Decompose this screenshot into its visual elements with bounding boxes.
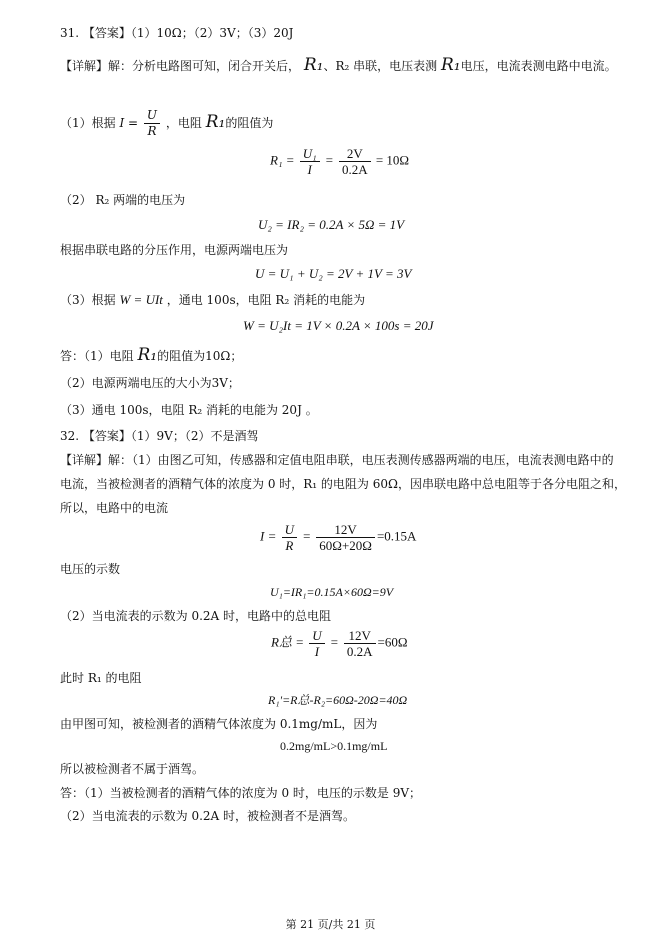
q32-a2: （2）当电流表的示数为 0.2A 时，被检测者不是酒驾。 xyxy=(60,809,356,823)
eq1-frac2 xyxy=(339,146,371,177)
eq5-frac1 xyxy=(282,522,297,553)
q32-d7: 由甲图可知，被检测者的酒精气体浓度为 0.1mg/mL，因为 xyxy=(60,717,378,731)
q32-d2: 电流，当被检测者的酒精气体的浓度为 0 时，R₁ 的电阻为 60Ω，因串联电路中总电阻等于各分电阻之和， xyxy=(60,477,626,491)
q31-analysis-b: 电压，电流表测电路中电流。 xyxy=(460,59,617,73)
eq1-frac2-num: 2V xyxy=(339,146,371,162)
eq5-frac1-num: U xyxy=(282,522,297,538)
q31-ans1-b: 的阻值为10Ω； xyxy=(157,349,243,363)
eq7-frac1-num: U xyxy=(309,628,324,644)
q31-step3-formula: W = UIt xyxy=(119,292,163,307)
q31-analysis xyxy=(60,57,617,74)
q31-step2-b: 根据串联电路的分压作用，电源两端电压为 xyxy=(60,243,289,257)
eq7-frac1 xyxy=(309,628,324,659)
formula-num: U xyxy=(144,108,160,124)
q31-ans2: （2）电源两端电压的大小为3V； xyxy=(60,376,240,390)
q32-d6: 此时 R₁ 的电阻 xyxy=(60,671,142,685)
equation-compare: 0.2mg/mL>0.1mg/mL xyxy=(280,739,388,753)
eq5-frac2-num: 12V xyxy=(316,522,375,538)
formula-fraction xyxy=(144,108,160,139)
q31-ans3: （3）通电 100s，电阻 R₂ 消耗的电能为 20J 。 xyxy=(60,403,318,417)
equation-i: I = $\frac{U}{R}$ = $\frac{12V}{60\Omega+20\Omega}$ =0.15A xyxy=(260,522,417,553)
q31-answer: 31. 【答案】（1）10Ω；（2）3V；（3）20J xyxy=(60,26,294,40)
eq7-frac1-den: I xyxy=(314,644,320,659)
q31-analysis-a: 【详解】解：分析电路图可知，闭合开关后， xyxy=(60,59,301,73)
eq5-frac1-den: R xyxy=(285,538,294,553)
q31-step3-b: ，通电 100s，电阻 R₂ 消耗的电能为 xyxy=(166,293,366,307)
eq1-frac1 xyxy=(300,146,320,177)
equation-u: U = U₁ + U₂ = 2V + 1V = 3V xyxy=(255,266,412,281)
q31-ans1 xyxy=(60,347,242,364)
symbol-r1-b: R₁ xyxy=(440,55,461,75)
page-footer: 第 21 页/共 21 页 xyxy=(285,918,376,931)
eq1-frac1-num: U₁ xyxy=(300,146,320,162)
formula-den: R xyxy=(147,124,157,138)
eq7-frac2-den: 0.2A xyxy=(346,644,373,659)
q32-d3: 所以，电路中的电流 xyxy=(60,501,169,515)
eq7-result: =60Ω xyxy=(377,634,408,650)
q32-d4: 电压的示数 xyxy=(60,562,121,576)
q32-d5: （2）当电流表的示数为 0.2A 时，电路中的总电阻 xyxy=(60,609,332,623)
q31-step3-a: （3）根据 xyxy=(60,293,116,307)
eq1-lhs: R₁ = xyxy=(270,152,295,168)
q32-answer: 32. 【答案】（1）9V；（2）不是酒驾 xyxy=(60,429,259,443)
q31-step1-b: ，电阻 xyxy=(165,116,202,130)
eq5-result: =0.15A xyxy=(376,528,417,544)
eq5-frac2-den: 60Ω+20Ω xyxy=(319,538,372,553)
equation-rtotal: R总 = $\frac{U}{I}$ = $\frac{12V}{0.2A}$ =60Ω xyxy=(271,628,408,659)
eq5-lhs: I = xyxy=(260,528,277,544)
q31-step1-c: 的阻值为 xyxy=(225,116,274,130)
q31-ans1-a: 答：（1）电阻 xyxy=(60,349,134,363)
symbol-r1-c: R₁ xyxy=(205,112,226,132)
equation-u1: U₁=IR₁=0.15A×60Ω=9V xyxy=(270,585,394,599)
equation-w: W = U₂It = 1V × 0.2A × 100s = 20J xyxy=(243,318,434,333)
eq7-frac2-num: 12V xyxy=(344,628,376,644)
q31-step3 xyxy=(60,292,365,308)
equation-r1-prime: R₁'=R总-R₂=60Ω-20Ω=40Ω xyxy=(268,693,408,707)
q31-step1-a: （1）根据 xyxy=(60,116,116,130)
eq7-lhs: R总 = xyxy=(271,634,304,650)
q31-step2: （2） R₂ 两端的电压为 xyxy=(60,193,186,207)
symbol-r1: R₁ xyxy=(303,55,324,75)
q32-a1: 答：（1）当被检测者的酒精气体的浓度为 0 时，电压的示数是 9V； xyxy=(60,786,422,800)
q31-analysis-r2: 、R₂ 串联，电压表测 xyxy=(323,59,438,73)
eq1-result: = 10Ω xyxy=(375,152,410,168)
q31-step1 xyxy=(60,108,273,139)
eq5-frac2 xyxy=(316,522,375,553)
eq7-frac2 xyxy=(344,628,376,659)
equation-r1: R₁ = $\frac{\text{U₁}}{I}$ = $\frac{2V}{0.2A}$ = 10Ω xyxy=(270,146,410,177)
q32-d1: 【详解】解：（1）由图乙可知，传感器和定值电阻串联，电压表测传感器两端的电压，电流表测电路中的 xyxy=(60,453,614,467)
formula-i-eq: I = xyxy=(119,116,139,130)
eq1-frac2-den: 0.2A xyxy=(341,162,368,177)
q32-d8: 所以被检测者不属于酒驾。 xyxy=(60,762,205,776)
eq1-frac1-den: I xyxy=(307,162,312,177)
symbol-r1-ans: R₁ xyxy=(137,345,158,365)
equation-u2: U₂ = IR₂ = 0.2A × 5Ω = 1V xyxy=(258,217,405,232)
